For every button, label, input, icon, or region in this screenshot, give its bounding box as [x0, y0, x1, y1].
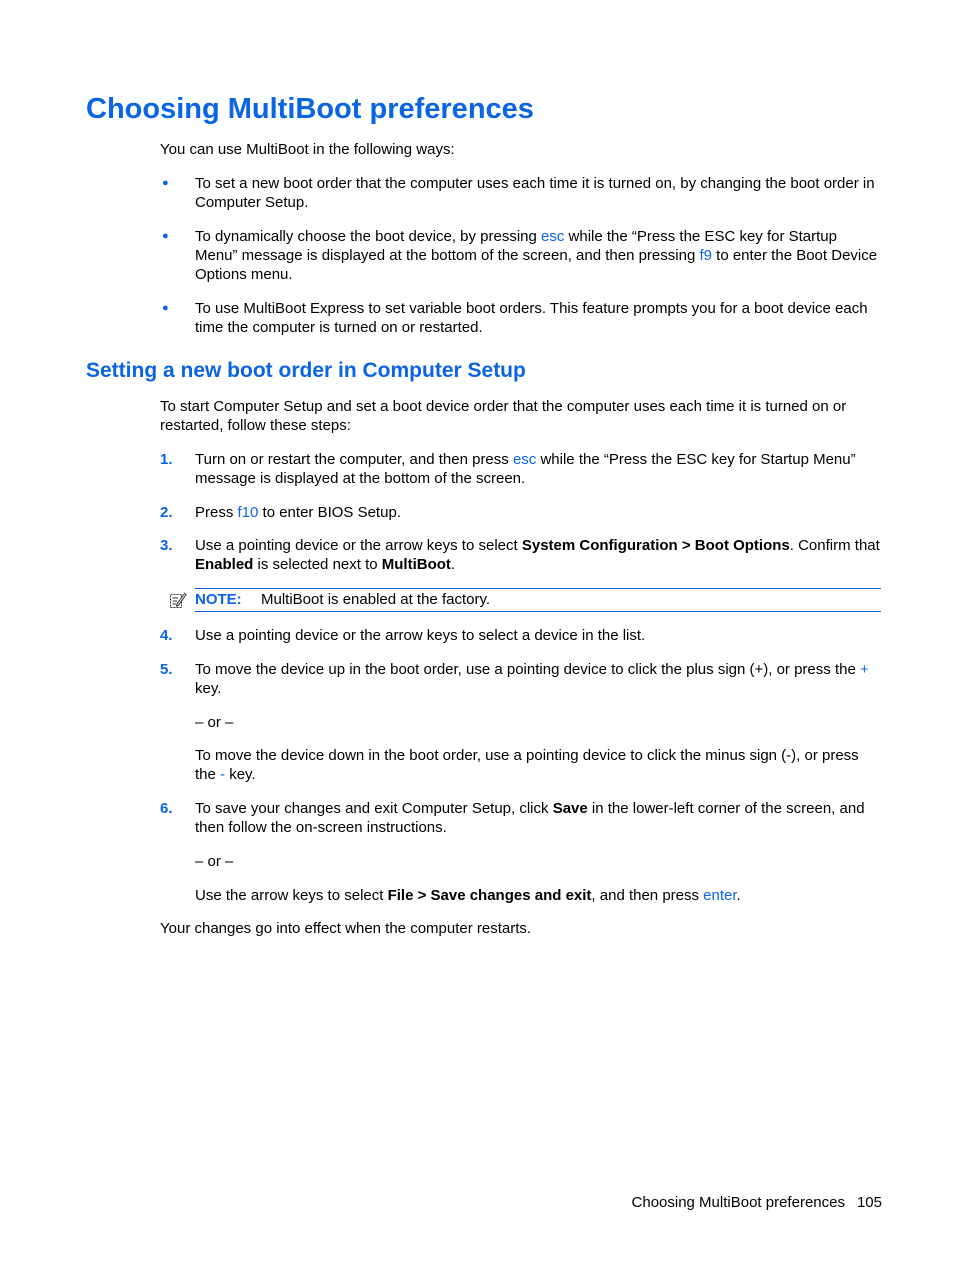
- step-text: Turn on or restart the computer, and then press esc while the “Press the ESC key for Startup Menu” message is displayed at the bottom of the screen.: [195, 451, 856, 487]
- page-number: 105: [856, 1194, 882, 1211]
- footer-section: Choosing MultiBoot preferences: [631, 1194, 845, 1211]
- step-number: 3.: [160, 537, 173, 554]
- closing-paragraph: Your changes go into effect when the computer restarts.: [160, 920, 532, 937]
- or-separator: – or –: [195, 714, 234, 731]
- step-text: To save your changes and exit Computer Setup, click Save in the lower-left corner of the screen, and then follow the on-screen instructions.: [195, 800, 865, 836]
- key-esc: esc: [512, 451, 537, 468]
- step-text: Use a pointing device or the arrow keys to select System Configuration > Boot Options. Confirm that Enabled is selected next to MultiBoot.: [195, 537, 880, 573]
- key-f10: f10: [237, 504, 259, 521]
- step-text: To move the device up in the boot order, use a pointing device to click the plus sign (+), or press the + key.: [195, 661, 869, 697]
- step-alt-text: Use the arrow keys to select File > Save changes and exit, and then press enter.: [195, 887, 741, 904]
- page-footer: [560, 1193, 882, 1212]
- step-text: Press f10 to enter BIOS Setup.: [195, 504, 401, 521]
- section-title: Setting a new boot order in Computer Setup: [86, 359, 526, 382]
- list-item-text: To dynamically choose the boot device, by pressing esc while the “Press the ESC key for Startup Menu” message is displayed at the bottom of the screen, and then pressing f9 to enter the Boot Device Options menu.: [195, 228, 878, 283]
- bullet-dot-icon: ●: [162, 177, 169, 189]
- step-alt-text: To move the device down in the boot order, use a pointing device to click the minus sign (-), or press the - key.: [195, 747, 859, 783]
- note-label: NOTE:: [195, 591, 242, 608]
- list-item-text: To use MultiBoot Express to set variable boot orders. This feature prompts you for a boot device each time the computer is turned on or restarted.: [195, 300, 868, 336]
- note-pencil-icon: [169, 591, 187, 609]
- step-number: 5.: [160, 661, 173, 678]
- or-separator: – or –: [195, 853, 234, 870]
- bullet-dot-icon: ●: [162, 302, 169, 314]
- key-f9: f9: [699, 247, 712, 264]
- key-esc: esc: [541, 228, 565, 245]
- key-minus: -: [220, 766, 226, 783]
- step-number: 6.: [160, 800, 173, 817]
- intro-paragraph: You can use MultiBoot in the following ways:: [160, 141, 455, 158]
- key-plus: +: [859, 661, 869, 678]
- step-number: 4.: [160, 627, 173, 644]
- page-title: Choosing MultiBoot preferences: [86, 93, 534, 125]
- note-box: [195, 588, 881, 612]
- list-item-text: To set a new boot order that the computer uses each time it is turned on, by changing the boot order in Computer Setup.: [195, 175, 875, 211]
- key-enter: enter: [703, 887, 737, 904]
- note-text: MultiBoot is enabled at the factory.: [261, 591, 491, 608]
- section-intro: To start Computer Setup and set a boot device order that the computer uses each time it is turned on or restarted, follow these steps:: [160, 398, 847, 434]
- step-text: Use a pointing device or the arrow keys to select a device in the list.: [195, 627, 646, 644]
- step-number: 1.: [160, 451, 173, 468]
- bullet-dot-icon: ●: [162, 230, 169, 242]
- step-number: 2.: [160, 504, 173, 521]
